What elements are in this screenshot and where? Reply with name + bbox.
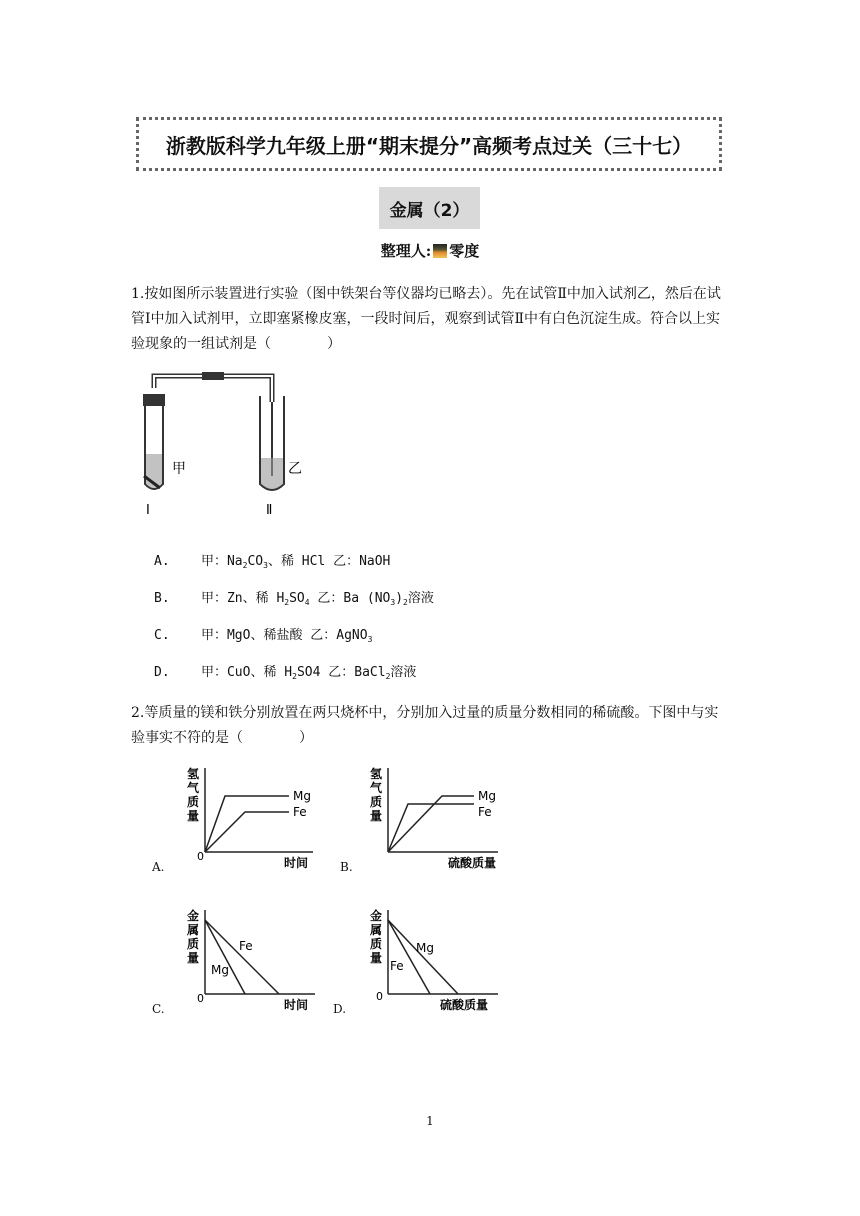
graph-a	[185, 764, 325, 870]
svg-text:质: 质	[370, 937, 383, 951]
svg-text:量: 量	[370, 809, 383, 823]
question-2-text: 2.等质量的镁和铁分别放置在两只烧杯中，分别加入过量的质量分数相同的稀硫酸。下图中与实验事实不符的是（ ）	[131, 705, 719, 746]
svg-text:0: 0	[376, 990, 383, 1003]
svg-text:时间: 时间	[284, 856, 309, 870]
sunset-icon	[433, 244, 447, 258]
svg-text:属: 属	[187, 923, 200, 937]
graph-d	[368, 906, 508, 1012]
svg-text:质: 质	[187, 937, 200, 951]
svg-text:属: 属	[370, 923, 383, 937]
svg-text:Mg: Mg	[211, 963, 229, 977]
tube-1-number: Ⅰ	[146, 503, 150, 518]
organizer-prefix: 整理人:	[380, 242, 432, 260]
svg-text:Fe: Fe	[293, 805, 307, 819]
graph-c-label: C.	[152, 1002, 165, 1016]
section-title: 金属（2）	[379, 187, 480, 229]
graph-d-label: D.	[333, 1002, 347, 1016]
tube-2-number: Ⅱ	[266, 503, 273, 518]
svg-text:气: 气	[370, 781, 383, 795]
question-1-text: 1.按如图所示装置进行实验（图中铁架台等仪器均已略去）。先在试管Ⅱ中加入试剂乙，然后在试管Ⅰ中加入试剂甲，立即塞紧橡皮塞，一段时间后，观察到试管Ⅱ中有白色沉淀生成。符合以上实验现象的一组试剂是（ ）	[131, 286, 721, 352]
svg-text:Fe: Fe	[478, 805, 492, 819]
series-mg	[205, 796, 289, 852]
svg-text:质: 质	[370, 795, 383, 809]
svg-text:0: 0	[197, 850, 204, 863]
svg-text:Fe: Fe	[390, 959, 404, 973]
apparatus-figure	[130, 366, 300, 526]
tube-1-reagent-label: 甲	[172, 461, 186, 477]
svg-text:金: 金	[370, 909, 383, 923]
graph-c	[185, 906, 325, 1012]
page-number: 1	[426, 1114, 434, 1128]
graph-b-label: B.	[340, 860, 353, 874]
document-title: 浙教版科学九年级上册“期末提分”高频考点过关（三十七）	[136, 117, 722, 171]
svg-text:金: 金	[187, 909, 200, 923]
series-fe	[388, 804, 474, 852]
option-d: D. 甲：CuO、稀 $H_2SO4$ 乙：BaCl$_2$溶液	[154, 665, 417, 681]
svg-text:0: 0	[197, 992, 204, 1005]
series-mg	[205, 920, 245, 994]
svg-text:Mg: Mg	[293, 789, 311, 803]
organizer-line	[0, 240, 860, 261]
organizer-name: 零度	[449, 242, 480, 260]
graph-a-label: A.	[152, 860, 165, 874]
svg-text:质: 质	[187, 795, 200, 809]
rubber-stopper	[143, 394, 165, 406]
svg-text:Fe: Fe	[239, 939, 253, 953]
svg-text:量: 量	[370, 951, 383, 965]
svg-text:量: 量	[187, 809, 200, 823]
svg-text:Mg: Mg	[416, 941, 434, 955]
graph-b	[368, 764, 508, 870]
tube-2-reagent-label: 乙	[288, 461, 302, 477]
svg-text:气: 气	[187, 781, 200, 795]
rubber-connector	[202, 372, 224, 380]
svg-text:Mg: Mg	[478, 789, 496, 803]
svg-text:硫酸质量: 硫酸质量	[448, 856, 497, 870]
svg-text:氢: 氢	[370, 767, 383, 781]
option-b: B. 甲：Zn、稀 $H_2SO_4$ 乙：Ba $(NO_3)_2$溶液	[154, 591, 434, 607]
svg-text:时间: 时间	[284, 998, 309, 1012]
option-c: C. 甲：MgO、稀盐酸 乙：AgNO$_3$	[154, 628, 373, 644]
svg-text:氢: 氢	[187, 767, 200, 781]
svg-text:硫酸质量: 硫酸质量	[440, 998, 489, 1012]
svg-text:量: 量	[187, 951, 200, 965]
series-fe	[205, 920, 279, 994]
option-a: A. 甲：$Na_2CO_3$、稀 HCl 乙：NaOH	[154, 554, 391, 570]
